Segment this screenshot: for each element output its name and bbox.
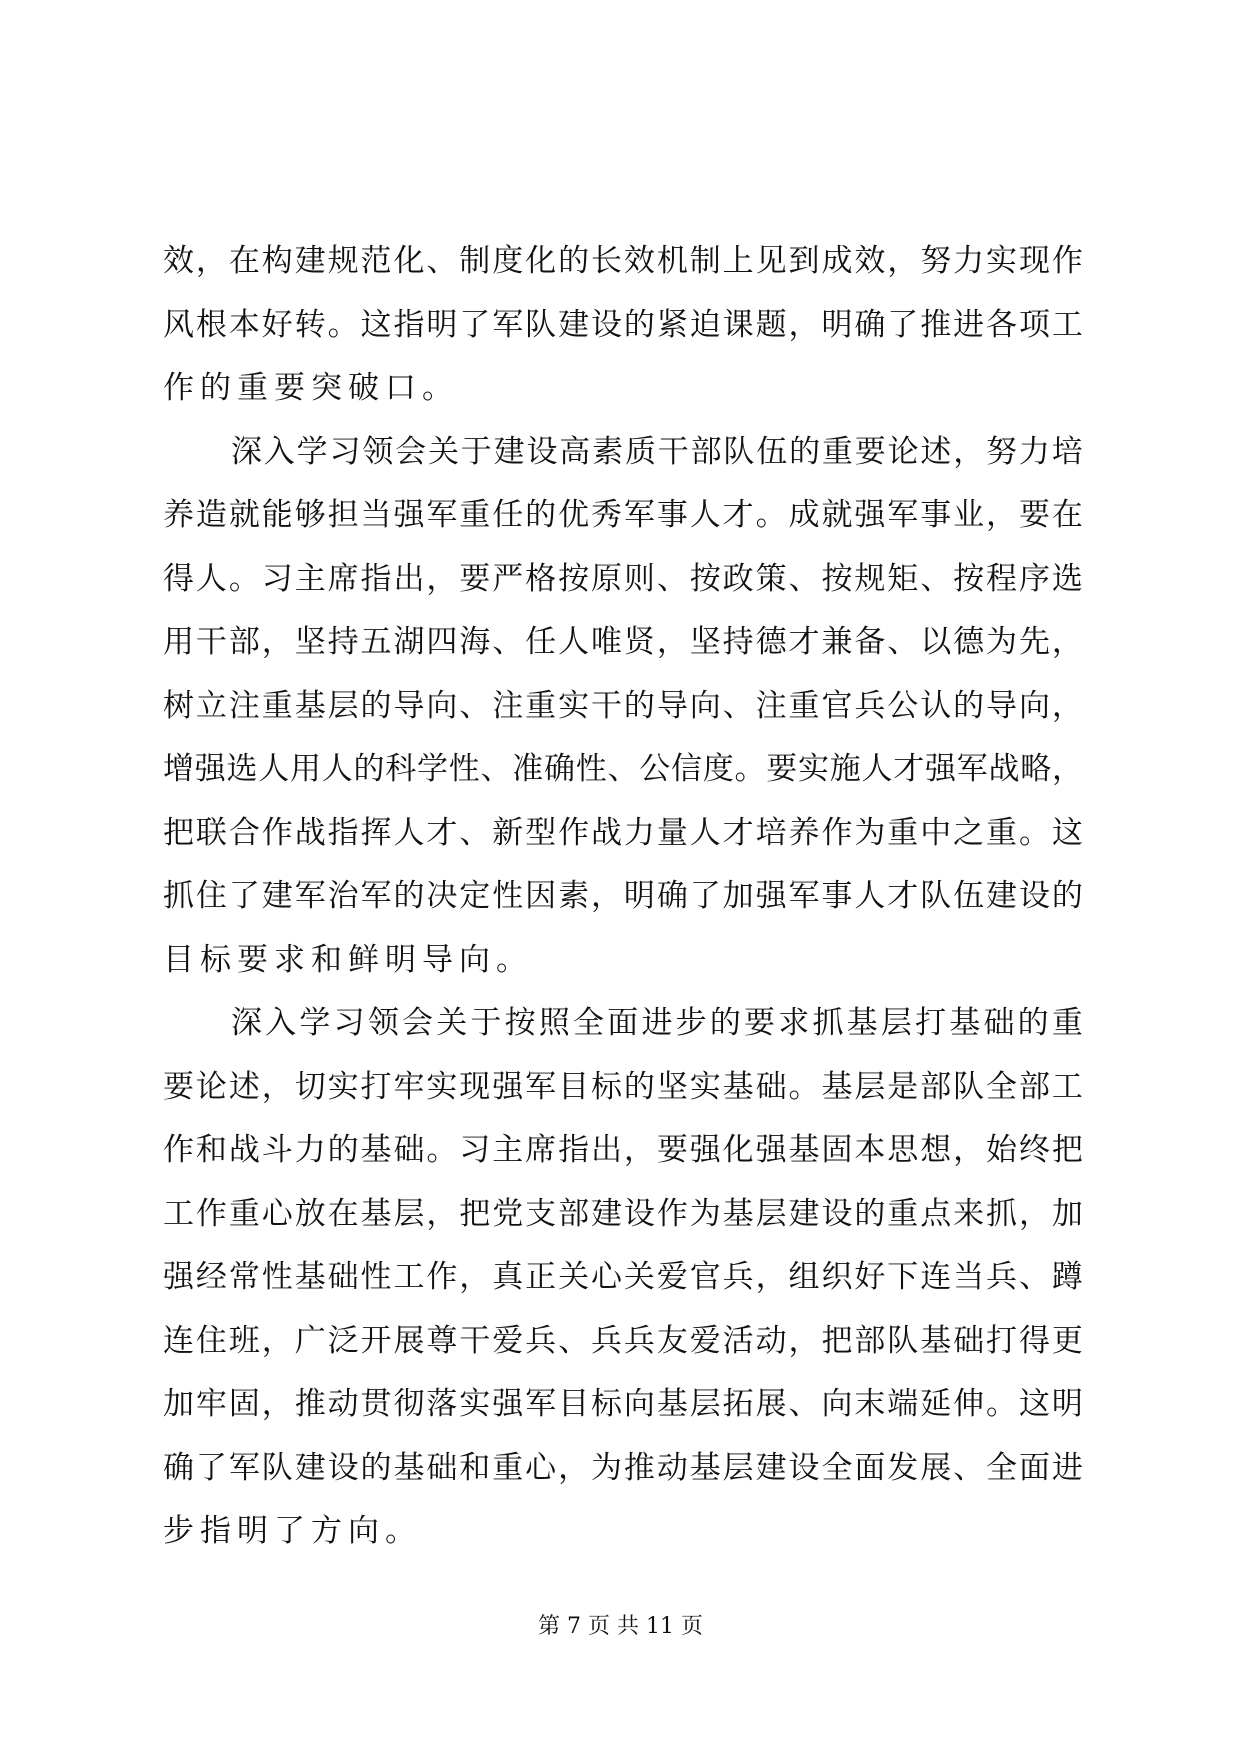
text-line: 目标要求和鲜明导向。 — [163, 941, 533, 978]
text-line: 风 根 本 好 转 。 这 指 明 了 军 队 建 设 的 紧 迫 课 题 ， 明 确 了 推 进 各 项 工 — [163, 306, 1083, 343]
text-line: 养 造 就 能 够 担 当 强 军 重 任 的 优 秀 军 事 人 才 。 成 就 强 军 事 业 ， 要 在 — [163, 497, 1083, 533]
text-line: 工 作 重 心 放 在 基 层 ， 把 党 支 部 建 设 作 为 基 层 建 设 的 重 点 来 抓 ， 加 — [163, 1195, 1083, 1232]
page-number-footer: 第 7 页 共 11 页 — [538, 1614, 703, 1639]
text-line: 增 强 选 人 用 人 的 科 学 性 、 准 确 性 、 公 信 度 。 要 实 施 人 才 强 军 战 略 ， — [163, 751, 1083, 787]
text-line: 深 入 学 习 领 会 关 于 按 照 全 面 进 步 的 要 求 抓 基 层 打 基 础 的 重 — [231, 1005, 1083, 1041]
text-line: 把 联 合 作 战 指 挥 人 才 、 新 型 作 战 力 量 人 才 培 养 作 为 重 中 之 重 。 这 — [163, 814, 1083, 851]
text-line: 作 和 战 斗 力 的 基 础 。 习 主 席 指 出 ， 要 强 化 强 基 固 本 思 想 ， 始 终 把 — [163, 1132, 1083, 1168]
text-line: 步指明了方向。 — [163, 1513, 422, 1549]
text-line: 确 了 军 队 建 设 的 基 础 和 重 心 ， 为 推 动 基 层 建 设 全 面 发 展 、 全 面 进 — [163, 1449, 1083, 1486]
text-line: 抓 住 了 建 军 治 军 的 决 定 性 因 素 ， 明 确 了 加 强 军 事 人 才 队 伍 建 设 的 — [163, 878, 1083, 914]
text-line: 要 论 述 ， 切 实 打 牢 实 现 强 军 目 标 的 坚 实 基 础 。 基 层 是 部 队 全 部 工 — [163, 1068, 1083, 1105]
text-line: 树 立 注 重 基 层 的 导 向 、 注 重 实 干 的 导 向 、 注 重 官 兵 公 认 的 导 向 ， — [163, 687, 1083, 724]
document-body — [163, 230, 1083, 1564]
text-line: 加 牢 固 ， 推 动 贯 彻 落 实 强 军 目 标 向 基 层 拓 展 、 向 末 端 延 伸 。 这 明 — [163, 1386, 1083, 1422]
text-line: 深 入 学 习 领 会 关 于 建 设 高 素 质 干 部 队 伍 的 重 要 论 述 ， 努 力 培 — [231, 433, 1083, 470]
text-line: 得 人 。 习 主 席 指 出 ， 要 严 格 按 原 则 、 按 政 策 、 按 规 矩 、 按 程 序 选 — [163, 560, 1083, 597]
text-line: 强 经 常 性 基 础 性 工 作 ， 真 正 关 心 关 爱 官 兵 ， 组 织 好 下 连 当 兵 、 蹲 — [163, 1259, 1083, 1295]
text-line: 用 干 部 ， 坚 持 五 湖 四 海 、 任 人 唯 贤 ， 坚 持 德 才 兼 备 、 以 德 为 先 ， — [163, 624, 1083, 660]
text-line: 效 ， 在 构 建 规 范 化 、 制 度 化 的 长 效 机 制 上 见 到 成 效 ， 努 力 实 现 作 — [163, 243, 1083, 279]
text-line: 连 住 班 ， 广 泛 开 展 尊 干 爱 兵 、 兵 兵 友 爱 活 动 ， 把 部 队 基 础 打 得 更 — [163, 1322, 1083, 1359]
text-line: 作的重要突破口。 — [163, 370, 459, 406]
